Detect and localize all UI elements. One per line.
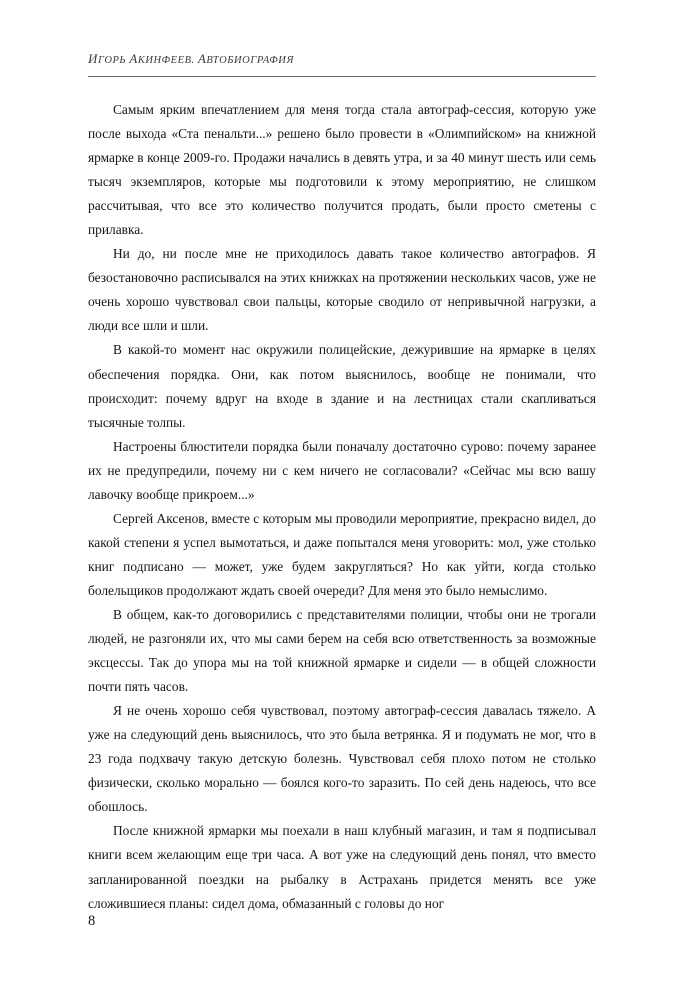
page-content bbox=[88, 0, 596, 916]
paragraph: Настроены блюстители порядка были поначалу достаточно сурово: почему заранее их не предупредили, почему ни с кем ничего не согласовали? «Сейчас мы всю вашу лавочку вообще прикроем...» bbox=[88, 438, 596, 502]
paragraph: Самым ярким впечатлением для меня тогда стала автограф-сессия, которую уже после выхода «Ста пенальти...» решено было провести в «Олимпийском» на книжной ярмарке в конце 2009-го. Продажи начались в девять утра, и за 40 минут шесть или семь тысяч экземпляров, которые мы подготовили к этому мероприятию, не слишком рассчитывая, что все это количество получится продать, были просто сметены с прилавка. bbox=[88, 102, 596, 238]
page-number: 8 bbox=[88, 913, 96, 929]
body-text bbox=[88, 98, 596, 916]
paragraph: Ни до, ни после мне не приходилось давать такое количество автографов. Я безостановочно расписывался на этих книжках на протяжении нескольких часов, уже не очень хорошо чувствовал свои пальцы, которые сводило от непривычной нагрузки, а люди все шли и шли. bbox=[88, 246, 596, 334]
paragraph: В какой-то момент нас окружили полицейские, дежурившие на ярмарке в целях обеспечения порядка. Они, как потом выяснилось, вообще не понимали, что происходит: почему вдруг на входе в здание и на лестницах стали скапливаться тысячные толпы. bbox=[88, 342, 596, 430]
paragraph: Сергей Аксенов, вместе с которым мы проводили мероприятие, прекрасно видел, до какой степени я успел вымотаться, и даже попытался меня уговорить: мол, уже столько книг подписано — может, уже будем закругляться? Но как уйти, когда столько болельщиков продолжают ждать своей очереди? Для меня это было немыслимо. bbox=[88, 510, 596, 598]
running-head: ИГОРЬ АКИНФЕЕВ. АВТОБИОГРАФИЯ bbox=[88, 51, 294, 66]
paragraph: После книжной ярмарки мы поехали в наш клубный магазин, и там я подписывал книги всем желающим еще три часа. А вот уже на следующий день понял, что вместо запланированной поездки на рыбалку в Астрахань придется менять все уже сложившиеся планы: сидел дома, обмазанный с головы до ног bbox=[88, 823, 596, 911]
paragraph: Я не очень хорошо себя чувствовал, поэтому автограф-сессия давалась тяжело. А уже на следующий день выяснилось, что это была ветрянка. Я и подумать не мог, что в 23 года подхвачу такую детскую болезнь. Чувствовал себя плохо потом не столько физически, сколько морально — боялся кого-то заразить. По сей день надеюсь, что все обошлось. bbox=[88, 703, 596, 815]
header-divider bbox=[88, 76, 596, 77]
paragraph: В общем, как-то договорились с представителями полиции, чтобы они не трогали людей, не разгоняли их, что мы сами берем на себя всю ответственность за возможные эксцессы. Так до упора мы на той книжной ярмарке и сидели — в общей сложности почти пять часов. bbox=[88, 606, 596, 695]
